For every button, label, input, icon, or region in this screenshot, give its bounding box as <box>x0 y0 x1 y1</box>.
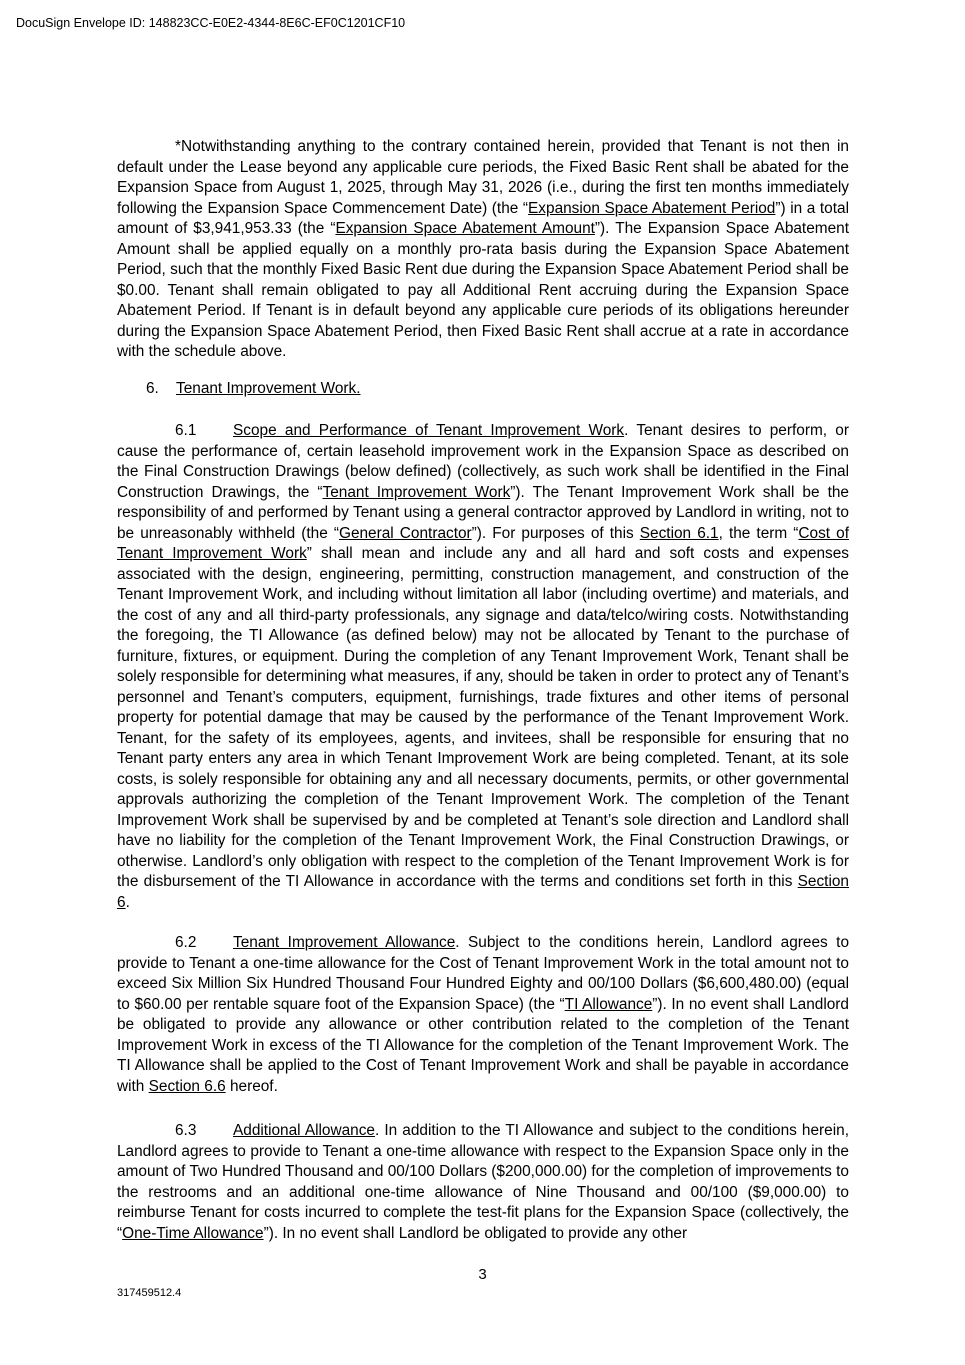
s61-text-1: . Tenant desires to perform, or cause the performance of, certain leasehold improvement work in the Expansion Space as described on the Final Construction Drawings (below defined) (collectively, as such work shall be identified in the Final Construction Drawings, the “ <box>117 422 849 501</box>
section-6-3-title: Additional Allowance <box>233 1122 375 1139</box>
section-6-1-title: Scope and Performance of Tenant Improvement Work <box>233 422 625 439</box>
defined-term-ti-allowance: TI Allowance <box>564 995 653 1013</box>
document-id: 317459512.4 <box>117 1287 182 1299</box>
section-ref-6-6: Section 6.6 <box>148 1077 226 1095</box>
defined-term-abatement-amount: Expansion Space Abatement Amount <box>335 220 595 237</box>
abatement-paragraph <box>117 137 849 363</box>
section-6-2-number: 6.2 <box>175 934 197 951</box>
abatement-text-3: ”). The Expansion Space Abatement Amount shall be applied equally on a monthly pro-rata basis during the Expansion Space Abatement Period, such that the monthly Fixed Basic Rent due during the Expansion Space Abatement Period shall be $0.00. Tenant shall remain obligated to pay all Additional Rent accruing during the Expansion Space Abatement Period. If Tenant is in default beyond any applicable cure periods of its obligations hereunder during the Expansion Space Abatement Period, then Fixed Basic Rent shall accrue at a rate in accordance with the schedule above. <box>117 220 849 360</box>
defined-term-general-contractor: General Contractor <box>338 524 472 542</box>
abatement-text-2: ”) in a total amount of $3,941,953.33 (the “ <box>117 199 849 237</box>
defined-term-cost-of-tiw: Cost of Tenant Improvement Work <box>117 524 849 562</box>
s61-text-5: ” shall mean and include any and all hard and soft costs and expenses associated with the design, engineering, permitting, construction management, and construction of the Tenant Improvement Work, and including without limitation all labor (including overtime) and materials, and the cost of any and all third-party professionals, any signage and data/telco/wiring costs. Notwithstanding the foregoing, the TI Allowance (as defined below) may not be allocated by Tenant to the purchase of furniture, fixtures, or equipment. During the completion of any Tenant Improvement Work, Tenant shall be solely responsible for determining what measures, if any, should be taken in order to protect any of Tenant’s personnel and Tenant’s computers, equipment, furnishings, trade fixtures and other items of personal property for potential damage that may be caused by the performance of the Tenant Improvement Work. Tenant, for the safety of its employees, agents, and invitees, shall be responsible for ensuring that no Tenant party enters any area in which Tenant Improvement Work are being completed. Tenant, at its sole costs, is solely responsible for obtaining any and all necessary documents, permits, or other governmental approvals authorizing the completion of the Tenant Improvement Work. The completion of the Tenant Improvement Work shall be supervised by and be completed at Tenant’s sole direction and Landlord shall have no liability for the completion of the Tenant Improvement Work, the Final Construction Drawings, or otherwise. Landlord’s only obligation with respect to the completion of the Tenant Improvement Work is for the disbursement of the TI Allowance in accordance with the terms and conditions set forth in this <box>117 545 849 890</box>
section-6-number: 6. <box>146 380 159 397</box>
s61-text-2: ”). The Tenant Improvement Work shall be the responsibility of and performed by Tenant using a general contractor approved by Landlord in writing, not to be unreasonably withheld (the “ <box>117 483 849 542</box>
defined-term-tenant-improvement-work: Tenant Improvement Work <box>322 483 511 501</box>
s61-text-3: ”). For purposes of this <box>471 524 640 542</box>
defined-term-abatement-period: Expansion Space Abatement Period <box>528 199 776 217</box>
defined-term-one-time-allowance: One-Time Allowance <box>122 1224 264 1242</box>
docusign-envelope-id: DocuSign Envelope ID: 148823CC-E0E2-4344-8E6C-EF0C1201CF10 <box>16 16 406 30</box>
section-6-1-paragraph <box>117 421 849 913</box>
s62-text-3: hereof. <box>225 1077 278 1095</box>
s61-text-4: , the term “ <box>718 524 799 542</box>
page-number: 3 <box>478 1266 487 1283</box>
section-6-1-number: 6.1 <box>175 422 197 439</box>
s62-text-1: . Subject to the conditions herein, Landlord agrees to provide to Tenant a one-time allowance for the Cost of Tenant Improvement Work in the total amount not to exceed Six Million Six Hundred Thousand Four Hundred Eighty and 00/100 Dollars ($6,600,480.00) (equal to $60.00 per rentable square foot of the Expansion Space) (the “ <box>117 934 849 1013</box>
s61-text-6: . <box>125 893 130 911</box>
section-6-3-number: 6.3 <box>175 1122 197 1139</box>
section-6-2-paragraph <box>117 933 849 1097</box>
section-6-title: Tenant Improvement Work. <box>176 380 361 397</box>
abatement-text-1: *Notwithstanding anything to the contrary contained herein, provided that Tenant is not then in default under the Lease beyond any applicable cure periods, the Fixed Basic Rent shall be abated for the Expansion Space from August 1, 2025, through May 31, 2026 (i.e., during the first ten months immediately following the Expansion Space Commencement Date) (the “ <box>117 138 849 217</box>
s63-text-1: . In addition to the TI Allowance and subject to the conditions herein, Landlord agrees to provide to Tenant a one-time allowance with respect to the Expansion Space only in the amount of Two Hundred Thousand and 00/100 Dollars ($200,000.00) for the completion of improvements to the restrooms and an additional one-time allowance of Nine Thousand and 00/100 ($9,000.00) to reimburse Tenant for costs incurred to complete the test-fit plans for the Expansion Space (collectively, the “ <box>117 1122 849 1242</box>
section-6-3-paragraph <box>117 1121 849 1244</box>
s62-text-2: ”). In no event shall Landlord be obligated to provide any allowance or other contribution related to the completion of the Tenant Improvement Work in excess of the TI Allowance for the completion of the Tenant Improvement Work. The TI Allowance shall be applied to the Cost of Tenant Improvement Work and shall be payable in accordance with <box>117 995 849 1095</box>
section-ref-6-1: Section 6.1 <box>639 524 719 542</box>
section-ref-6: Section 6 <box>117 873 849 911</box>
section-6-heading <box>146 380 360 398</box>
s63-text-2: ”). In no event shall Landlord be obligated to provide any other <box>263 1224 688 1242</box>
section-6-2-title: Tenant Improvement Allowance <box>233 934 456 951</box>
